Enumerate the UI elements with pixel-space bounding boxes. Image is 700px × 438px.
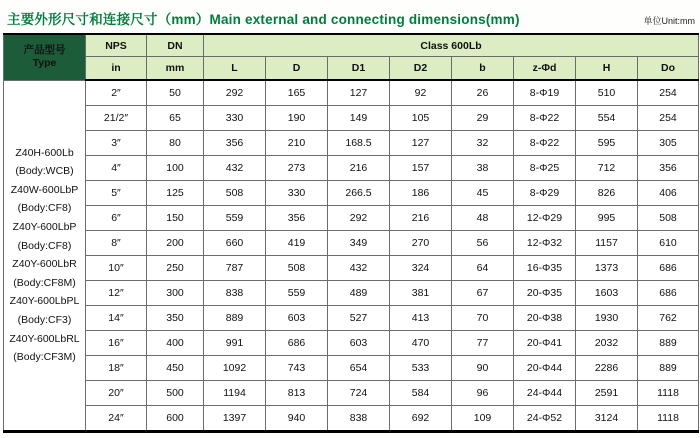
- value-cell: 254: [638, 80, 699, 106]
- value-cell: 29: [452, 106, 514, 131]
- dn-cell: 65: [147, 106, 204, 131]
- nps-cell: 6″: [86, 206, 147, 231]
- dn-cell: 150: [147, 206, 204, 231]
- value-cell: 559: [266, 281, 328, 306]
- dn-cell: 100: [147, 156, 204, 181]
- value-cell: 724: [328, 381, 390, 406]
- column-header-L: L: [204, 57, 266, 81]
- type-line: (Body:CF3M): [13, 351, 76, 364]
- value-cell: 216: [328, 156, 390, 181]
- value-cell: 686: [638, 256, 699, 281]
- dn-cell: 400: [147, 331, 204, 356]
- value-cell: 654: [328, 356, 390, 381]
- column-header-D2: D2: [390, 57, 452, 81]
- value-cell: 8-Φ19: [514, 80, 576, 106]
- title-bar: [3, 6, 698, 33]
- value-cell: 64: [452, 256, 514, 281]
- value-cell: 743: [266, 356, 328, 381]
- nps-header: NPS: [86, 34, 147, 57]
- type-line: (Body:CF8): [17, 239, 72, 252]
- type-line: Z40H-600Lb: [15, 146, 74, 159]
- nps-unit-header: in: [86, 57, 147, 81]
- value-cell: 349: [328, 231, 390, 256]
- value-cell: 305: [638, 131, 699, 156]
- type-header-zh: 产品型号: [23, 44, 66, 57]
- dn-cell: 300: [147, 281, 204, 306]
- value-cell: 2286: [576, 356, 638, 381]
- type-cell: [4, 80, 86, 432]
- table-row: [4, 406, 699, 432]
- unit-label: 单位Unit:mm: [643, 16, 695, 26]
- value-cell: 273: [266, 156, 328, 181]
- nps-cell: 16″: [86, 331, 147, 356]
- column-header-H: H: [576, 57, 638, 81]
- value-cell: 127: [328, 80, 390, 106]
- value-cell: 940: [266, 406, 328, 432]
- value-cell: 356: [266, 206, 328, 231]
- type-line: Z40W-600LbP: [10, 183, 79, 196]
- value-cell: 12-Φ29: [514, 206, 576, 231]
- value-cell: 381: [390, 281, 452, 306]
- value-cell: 90: [452, 356, 514, 381]
- value-cell: 692: [390, 406, 452, 432]
- nps-cell: 2″: [86, 80, 147, 106]
- dn-header: DN: [147, 34, 204, 57]
- value-cell: 889: [204, 306, 266, 331]
- table-row: [4, 331, 699, 356]
- value-cell: 610: [638, 231, 699, 256]
- value-cell: 165: [266, 80, 328, 106]
- value-cell: 24-Φ52: [514, 406, 576, 432]
- value-cell: 3124: [576, 406, 638, 432]
- table-row: [4, 356, 699, 381]
- nps-cell: 4″: [86, 156, 147, 181]
- value-cell: 67: [452, 281, 514, 306]
- nps-cell: 24″: [86, 406, 147, 432]
- value-cell: 254: [638, 106, 699, 131]
- value-cell: 1930: [576, 306, 638, 331]
- type-line: Z40Y-600LbPL: [9, 295, 80, 308]
- value-cell: 660: [204, 231, 266, 256]
- value-cell: 330: [266, 181, 328, 206]
- value-cell: 8-Φ25: [514, 156, 576, 181]
- value-cell: 12-Φ32: [514, 231, 576, 256]
- value-cell: 510: [576, 80, 638, 106]
- dn-unit-header: mm: [147, 57, 204, 81]
- column-header-Do: Do: [638, 57, 699, 81]
- value-cell: 48: [452, 206, 514, 231]
- type-line: (Body:CF8): [17, 202, 72, 215]
- dn-cell: 80: [147, 131, 204, 156]
- column-header-D: D: [266, 57, 328, 81]
- table-row: [4, 106, 699, 131]
- value-cell: 432: [328, 256, 390, 281]
- column-header-D1: D1: [328, 57, 390, 81]
- value-cell: 26: [452, 80, 514, 106]
- value-cell: 56: [452, 231, 514, 256]
- value-cell: 190: [266, 106, 328, 131]
- value-cell: 38: [452, 156, 514, 181]
- nps-cell: 14″: [86, 306, 147, 331]
- type-line: (Body:CF8M): [13, 276, 76, 289]
- value-cell: 45: [452, 181, 514, 206]
- value-cell: 127: [390, 131, 452, 156]
- table-row: [4, 381, 699, 406]
- table-header: [4, 34, 699, 80]
- value-cell: 508: [638, 206, 699, 231]
- type-header-en: Type: [32, 57, 57, 70]
- value-cell: 1194: [204, 381, 266, 406]
- table-row: [4, 256, 699, 281]
- value-cell: 210: [266, 131, 328, 156]
- table-row: [4, 181, 699, 206]
- value-cell: 186: [390, 181, 452, 206]
- nps-cell: 18″: [86, 356, 147, 381]
- value-cell: 20-Φ35: [514, 281, 576, 306]
- nps-cell: 8″: [86, 231, 147, 256]
- dn-cell: 600: [147, 406, 204, 432]
- value-cell: 838: [204, 281, 266, 306]
- nps-cell: 3″: [86, 131, 147, 156]
- value-cell: 991: [204, 331, 266, 356]
- value-cell: 109: [452, 406, 514, 432]
- type-line: Z40Y-600LbRL: [9, 332, 80, 345]
- value-cell: 157: [390, 156, 452, 181]
- value-cell: 16-Φ35: [514, 256, 576, 281]
- class-header: Class 600Lb: [204, 34, 699, 57]
- type-line: (Body:WCB): [15, 165, 74, 178]
- page-title: 主要外形尺寸和连接尺寸（mm）Main external and connecting dimensions(mm): [7, 12, 520, 27]
- value-cell: 168.5: [328, 131, 390, 156]
- value-cell: 838: [328, 406, 390, 432]
- table-row: [4, 156, 699, 181]
- value-cell: 1092: [204, 356, 266, 381]
- value-cell: 432: [204, 156, 266, 181]
- value-cell: 712: [576, 156, 638, 181]
- value-cell: 8-Φ29: [514, 181, 576, 206]
- table-row: [4, 231, 699, 256]
- value-cell: 826: [576, 181, 638, 206]
- value-cell: 995: [576, 206, 638, 231]
- value-cell: 559: [204, 206, 266, 231]
- type-line: (Body:CF3): [17, 314, 72, 327]
- value-cell: 603: [328, 331, 390, 356]
- dn-cell: 250: [147, 256, 204, 281]
- nps-cell: 21/2″: [86, 106, 147, 131]
- nps-cell: 10″: [86, 256, 147, 281]
- nps-cell: 5″: [86, 181, 147, 206]
- value-cell: 1118: [638, 381, 699, 406]
- value-cell: 20-Φ44: [514, 356, 576, 381]
- value-cell: 330: [204, 106, 266, 131]
- table-row: [4, 281, 699, 306]
- value-cell: 8-Φ22: [514, 131, 576, 156]
- value-cell: 266.5: [328, 181, 390, 206]
- table-body: [4, 80, 699, 432]
- dn-cell: 50: [147, 80, 204, 106]
- value-cell: 8-Φ22: [514, 106, 576, 131]
- value-cell: 356: [638, 156, 699, 181]
- dn-cell: 125: [147, 181, 204, 206]
- value-cell: 603: [266, 306, 328, 331]
- dn-cell: 350: [147, 306, 204, 331]
- value-cell: 508: [266, 256, 328, 281]
- value-cell: 470: [390, 331, 452, 356]
- nps-cell: 20″: [86, 381, 147, 406]
- table-row: [4, 206, 699, 231]
- value-cell: 1603: [576, 281, 638, 306]
- value-cell: 406: [638, 181, 699, 206]
- nps-cell: 12″: [86, 281, 147, 306]
- value-cell: 554: [576, 106, 638, 131]
- value-cell: 20-Φ41: [514, 331, 576, 356]
- dn-cell: 200: [147, 231, 204, 256]
- value-cell: 70: [452, 306, 514, 331]
- value-cell: 686: [266, 331, 328, 356]
- value-cell: 105: [390, 106, 452, 131]
- value-cell: 533: [390, 356, 452, 381]
- value-cell: 77: [452, 331, 514, 356]
- type-header-cell: [4, 34, 86, 80]
- column-header-zd: z-Φd: [514, 57, 576, 81]
- value-cell: 96: [452, 381, 514, 406]
- value-cell: 1157: [576, 231, 638, 256]
- dn-cell: 500: [147, 381, 204, 406]
- value-cell: 527: [328, 306, 390, 331]
- table-row: [4, 80, 699, 106]
- value-cell: 419: [266, 231, 328, 256]
- value-cell: 2032: [576, 331, 638, 356]
- value-cell: 270: [390, 231, 452, 256]
- value-cell: 489: [328, 281, 390, 306]
- dn-cell: 450: [147, 356, 204, 381]
- column-header-b: b: [452, 57, 514, 81]
- value-cell: 889: [638, 356, 699, 381]
- value-cell: 1397: [204, 406, 266, 432]
- value-cell: 292: [328, 206, 390, 231]
- value-cell: 356: [204, 131, 266, 156]
- value-cell: 762: [638, 306, 699, 331]
- value-cell: 413: [390, 306, 452, 331]
- value-cell: 584: [390, 381, 452, 406]
- value-cell: 292: [204, 80, 266, 106]
- value-cell: 813: [266, 381, 328, 406]
- type-line: Z40Y-600LbP: [12, 221, 77, 234]
- value-cell: 595: [576, 131, 638, 156]
- table-row: [4, 306, 699, 331]
- value-cell: 216: [390, 206, 452, 231]
- value-cell: 1118: [638, 406, 699, 432]
- value-cell: 24-Φ44: [514, 381, 576, 406]
- type-line: Z40Y-600LbR: [12, 258, 77, 271]
- value-cell: 324: [390, 256, 452, 281]
- value-cell: 20-Φ38: [514, 306, 576, 331]
- value-cell: 686: [638, 281, 699, 306]
- value-cell: 889: [638, 331, 699, 356]
- value-cell: 32: [452, 131, 514, 156]
- dimensions-table: [3, 33, 699, 433]
- value-cell: 508: [204, 181, 266, 206]
- value-cell: 787: [204, 256, 266, 281]
- value-cell: 1373: [576, 256, 638, 281]
- value-cell: 92: [390, 80, 452, 106]
- value-cell: 149: [328, 106, 390, 131]
- value-cell: 2591: [576, 381, 638, 406]
- table-row: [4, 131, 699, 156]
